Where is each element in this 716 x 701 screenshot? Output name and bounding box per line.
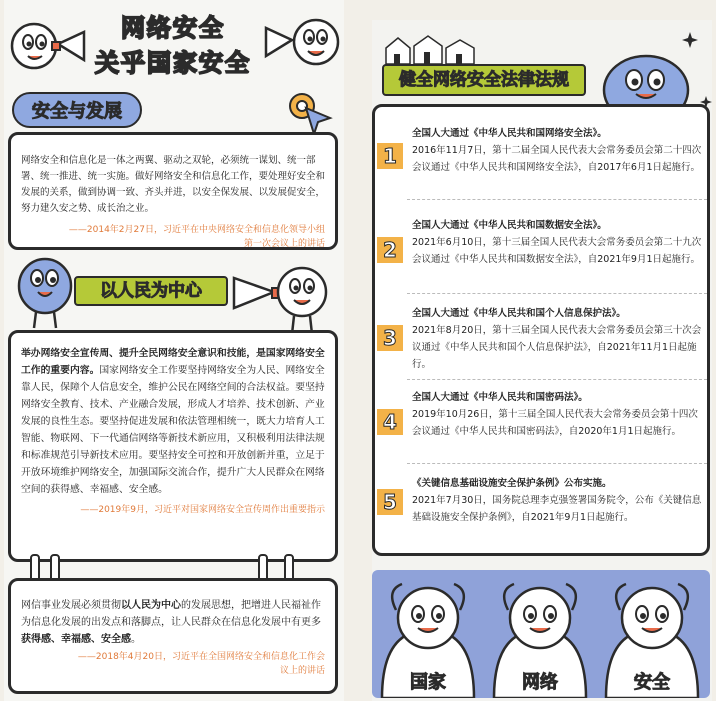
section-tag-security-development: 安全与发展 — [12, 92, 142, 128]
law-number-3: 3 — [377, 325, 403, 351]
law-item-4-head: 全国人大通过《中华人民共和国密码法》。 — [412, 392, 588, 403]
laws-panel — [372, 104, 710, 556]
law-item-2 — [412, 217, 704, 268]
ribbon-people-centered: 以人民为中心 — [74, 276, 228, 306]
title-line-1: 网络安全 — [121, 14, 225, 42]
law-item-3 — [412, 305, 704, 373]
law-item-3-body: 2021年8月20日，第十三届全国人民代表大会常务委员会第三十次会议通过《中华人民共和国个人信息保护法》，自2021年11月1日起施行。 — [412, 325, 702, 370]
right-mascot-with-megaphone-icon — [262, 10, 342, 72]
law-item-1 — [412, 125, 704, 176]
section1-body: 网络安全和信息化是一体之两翼、驱动之双轮，必须统一谋划、统一部署、统一推进、统一实施。做好网络安全和信息化工作，要处理好安全和发展的关系，做到协调一致、齐头并进，以安全保发展、以发展促安全，努力建久安之势、成长治之业。 — [21, 155, 326, 214]
white-mascot-megaphone-icon — [224, 262, 336, 338]
sparkle-icon — [682, 32, 698, 48]
law-item-5 — [412, 475, 704, 526]
section3-text-a: 网信事业发展必须贯彻 — [21, 600, 121, 611]
law-item-4 — [412, 389, 704, 440]
title-line-2: 关乎国家安全 — [95, 49, 251, 77]
section2-quote: ——2019年9月，习近平对国家网络安全宣传周作出重要指示 — [80, 505, 325, 515]
law-item-1-body: 2016年11月7日，第十二届全国人民代表大会常务委员会第二十四次会议通过《中华人民共和国网络安全法》，自2017年6月1日起施行。 — [412, 145, 702, 173]
section3-text-b: 以人民为中心 — [121, 600, 181, 611]
section3-quote: ——2018年4月20日，习近平在全国网络安全和信息化工作会议上的讲话 — [77, 652, 325, 676]
section3-text-c: 的发展思想，把增进人民福祉作为信息化发展的出发点和落脚点，让人民群众在信息化发展中有更多 — [21, 600, 321, 628]
blue-mascot-icon — [12, 252, 78, 332]
left-mascot-with-megaphone-icon — [6, 14, 92, 74]
section3-panel — [8, 578, 338, 694]
peeking-blue-mascot-icon — [598, 50, 694, 112]
separator — [407, 379, 707, 380]
section2-lead: 举办网络安全宣传周、提升全民网络安全意识和技能，是国家网络安全工作的重要内容。 — [21, 348, 325, 376]
law-number-4: 4 — [377, 409, 403, 435]
section2-body: 国家网络安全工作要坚持网络安全为人民、网络安全靠人民，保障个人信息安全，维护公民在网络空间的合法权益。要坚持网络安全教育、技术、产业融合发展，形成人才培养、技术创新、产业发展的良性生态。要坚持促进发展和依法管理相统一，既大力培育人工智能、物联网、下一代通信网络等新技术新应用，又积极利用法律法规和标准规范引导新技术应用。要坚持安全可控和开放创新并重，立足于开放环境维护网络安全，加强国际交流合作，提升广大人民群众在网络空间的获得感、幸福感、安全感。 — [21, 365, 325, 495]
law-number-5: 5 — [377, 489, 403, 515]
law-item-2-body: 2021年6月10日，第十三届全国人民代表大会常务委员会第二十九次会议通过《中华人民共和国数据安全法》，自2021年9月1日起施行。 — [412, 237, 702, 265]
law-item-1-head: 全国人大通过《中华人民共和国网络安全法》。 — [412, 128, 607, 139]
section2-text — [21, 345, 325, 498]
separator — [407, 199, 707, 200]
section3-text-d: 获得感、幸福感、安全感 — [21, 634, 131, 645]
separator — [407, 463, 707, 464]
ribbon-laws: 健全网络安全法律法规 — [382, 64, 586, 96]
law-number-1: 1 — [377, 143, 403, 169]
houses-icon — [382, 34, 478, 66]
label-security: 安全 — [634, 672, 670, 693]
section2-panel — [8, 330, 338, 562]
bottom-mascot-panel — [372, 570, 710, 698]
law-item-5-head: 《关键信息基础设施安全保护条例》公布实施。 — [412, 478, 612, 489]
law-item-5-body: 2021年7月30日，国务院总理李克强签署国务院令，公布《关键信息基础设施安全保护条例》，自2021年9月1日起施行。 — [412, 495, 702, 523]
section3-text-e: 。 — [131, 634, 141, 645]
section3-text — [21, 597, 325, 648]
page-title — [88, 8, 258, 78]
label-country: 国家 — [410, 672, 446, 693]
section1-quote: ——2014年2月27日，习近平在中央网络安全和信息化领导小组第一次会议上的讲话 — [68, 225, 325, 249]
separator — [407, 293, 707, 294]
cursor-arrow-icon — [284, 88, 334, 136]
label-network: 网络 — [522, 672, 558, 693]
law-item-2-head: 全国人大通过《中华人民共和国数据安全法》。 — [412, 220, 607, 231]
law-item-3-head: 全国人大通过《中华人民共和国个人信息保护法》。 — [412, 308, 626, 319]
law-number-2: 2 — [377, 237, 403, 263]
section1-panel — [8, 132, 338, 250]
law-item-4-body: 2019年10月26日，第十三届全国人民代表大会常务委员会第十四次会议通过《中华人民共和国密码法》，自2020年1月1日起施行。 — [412, 409, 698, 437]
